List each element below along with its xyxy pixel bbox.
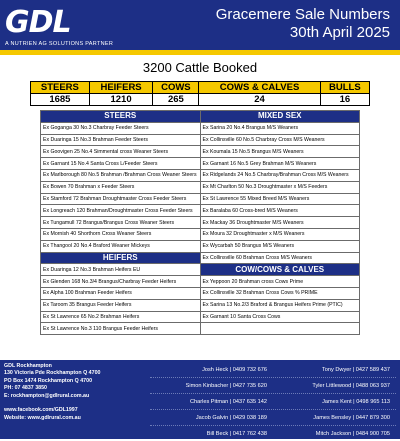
mixed-item: Ex Wycarbah 50 Brangus M/S Weaners (200, 240, 360, 252)
steers-item: Ex Goganga 30 No.3 Charbray Feeder Steers (41, 122, 201, 134)
table-row (41, 205, 360, 217)
table-row (41, 240, 360, 252)
mixed-item: Ex Baralaba 60 Cross-bred M/S Weaners (200, 205, 360, 217)
summary-header-row (31, 82, 370, 94)
sale-date: 30th April 2025 (289, 24, 390, 41)
mixed-item: Ex Sarina 20 No.4 Brangus M/S Weaners (200, 122, 360, 134)
mixed-item: Ex Mt Charlton 50 No.3 Droughtmaster x M/S Feeders (200, 181, 360, 193)
steers-item: Ex Garnant 15 No.4 Santa Cross L/Feeder Steers (41, 158, 201, 170)
table-row (41, 264, 360, 276)
office-email: E: rockhampton@gdlrural.com.au (4, 392, 90, 399)
heifers-item: Ex St Lawrence 65 No.2 Brahman Heifers (41, 311, 201, 323)
steers-item: Ex Duaringa 15 No.3 Brahman Feeder Steers (41, 134, 201, 146)
footer (0, 360, 400, 439)
summary-value-cows: 265 (153, 94, 199, 106)
mixed-item: Ex St Lawrence 55 Mixed Breed M/S Weaners (200, 193, 360, 205)
contact-spacer (4, 400, 100, 407)
summary-header-steers: STEERS (31, 82, 90, 94)
table-row (41, 276, 360, 288)
gdl-logo (5, 6, 155, 48)
agent-contact: Tyler Littlewood | 0488 063 937 (312, 382, 390, 389)
logo-wordmark: GDL (5, 5, 71, 40)
empty-cell (200, 323, 360, 335)
agent-row (150, 410, 396, 426)
cows-item: Ex Yeppoon 20 Brahman cross Cows Prime (200, 276, 360, 288)
summary-values-row (31, 94, 370, 106)
table-row (41, 323, 360, 335)
mixed-item: Ex Garnant 16 No.5 Grey Brahman M/S Weaners (200, 158, 360, 170)
steers-item: Ex Goovigen 25 No.4 Simmental cross Weaner Steers (41, 146, 201, 158)
steers-item: Ex Longreach 120 Brahman/Droughtmaster Cross Feeder Steers (41, 205, 201, 217)
consignment-table (40, 110, 360, 335)
section-mixed-sex: MIXED SEX (200, 111, 360, 123)
mixed-item: Ex Collinsville 60 No.5 Charbray Cross M/S Weaners (200, 134, 360, 146)
table-row (41, 252, 360, 264)
agent-row (150, 362, 396, 378)
table-row (41, 193, 360, 205)
table-row (41, 146, 360, 158)
table-row (41, 158, 360, 170)
header-divider (0, 50, 400, 55)
steers-item: Ex Thangool 20 No.4 Braford Weaner Mickeys (41, 240, 201, 252)
agent-row (150, 394, 396, 410)
agent-contact: Josh Heck | 0409 732 676 (202, 366, 267, 373)
table-row (41, 134, 360, 146)
table-row (41, 181, 360, 193)
section-header-row (41, 111, 360, 123)
facebook-link[interactable]: www.facebook.com/GDL1997 (4, 407, 78, 414)
summary-value-cows-calves: 24 (199, 94, 320, 106)
table-row (41, 122, 360, 134)
agent-row (150, 378, 396, 394)
heifers-item: Ex Alpha 100 Brahman Feeder Heifers (41, 287, 201, 299)
heifers-item: Ex Taroom 35 Brangus Feeder Heifers (41, 299, 201, 311)
agent-contact: James Bensley | 0447 879 300 (313, 414, 390, 421)
steers-item: Ex Bowen 70 Brahman x Feeder Steers (41, 181, 201, 193)
website-link[interactable]: Website: www.gdlrural.com.au (4, 414, 81, 421)
summary-header-cows: COWS (153, 82, 199, 94)
agent-contacts (150, 362, 396, 441)
agent-contact: Bill Beck | 0417 762 438 (206, 430, 267, 437)
summary-header-heifers: HEIFERS (89, 82, 153, 94)
agent-contact: Simon Kinbacher | 0427 735 620 (185, 382, 267, 389)
steers-item: Ex Marlborough 80 No.5 Brahman /Brahman Cross Weaner Steers (41, 169, 201, 181)
summary-value-bulls: 16 (320, 94, 369, 106)
steers-item: Ex Stamford 72 Brahman Droughtmaster Cross Feeder Steers (41, 193, 201, 205)
heifers-item: Ex St Lawrence No.3 110 Brangus Feeder Heifers (41, 323, 201, 335)
summary-header-cows-calves: COWS & CALVES (199, 82, 320, 94)
table-row (41, 169, 360, 181)
heifers-item: Ex Duaringa 12 No.3 Brahman Heifers EU (41, 264, 201, 276)
cows-item: Ex Garnant 10 Santa Cross Cows (200, 311, 360, 323)
mixed-item: Ex Collinsville 60 Brahman Cross M/S Weaners (200, 252, 360, 264)
cows-item: Ex Collinsville 32 Brahman Cross Cows % PRIME (200, 287, 360, 299)
table-row (41, 299, 360, 311)
logo-tagline: A NUTRIEN AG SOLUTIONS PARTNER (5, 41, 114, 47)
agent-contact: Jacob Galvin | 0429 038 189 (195, 414, 267, 421)
table-row (41, 287, 360, 299)
steers-item: Ex Mornish 40 Shorthorn Cross Weaner Steers (41, 228, 201, 240)
mixed-item: Ex Moura 32 Droughtmaster x M/S Weaners (200, 228, 360, 240)
sale-title: Gracemere Sale Numbers (215, 6, 390, 23)
mixed-item: Ex Mackay 36 Droughtmaster M/S Weaners (200, 217, 360, 229)
table-row (41, 311, 360, 323)
section-heifers: HEIFERS (41, 252, 201, 264)
table-row (41, 228, 360, 240)
summary-value-heifers: 1210 (89, 94, 153, 106)
office-street-address: 130 Victoria Pde Rockhampton Q 4700 (4, 370, 101, 377)
office-name: GDL Rockhampton (4, 363, 52, 369)
summary-value-steers: 1685 (31, 94, 90, 106)
office-po-box: PO Box 1474 Rockhampton Q 4700 (4, 377, 93, 384)
header-banner (0, 0, 400, 50)
steers-item: Ex Tungamull 72 Brangus/Brangus Cross Weaner Steers (41, 217, 201, 229)
agent-contact: James Kent | 0498 965 113 (322, 398, 390, 405)
agent-contact: Tony Dwyer | 0427 589 437 (322, 366, 390, 373)
mixed-item: Ex Ridgelands 24 No.5 Charbray/Brahman Cross M/S Weaners (200, 169, 360, 181)
summary-table (30, 81, 370, 106)
mixed-item: Ex Koumala 15 No.5 Brangus M/S Weaners (200, 146, 360, 158)
cattle-booked-heading: 3200 Cattle Booked (142, 60, 258, 75)
summary-header-bulls: BULLS (320, 82, 369, 94)
table-row (41, 217, 360, 229)
agent-contact: Mitch Jackson | 0484 900 705 (315, 430, 390, 437)
section-cow-cows-calves: COW/COWS & CALVES (200, 264, 360, 276)
heifers-item: Ex Glenden 168 No.3/4 Brangus/Charbray Feeder Heifers (41, 276, 201, 288)
cows-item: Ex Sarina 13 No.2/3 Braford & Brangus Heifers Prime (PTIC) (200, 299, 360, 311)
agent-contact: Charles Pitman | 0437 635 142 (189, 398, 267, 405)
section-steers: STEERS (41, 111, 201, 123)
office-phone: PH: 07 4837 3850 (4, 385, 47, 392)
office-contact (4, 363, 100, 422)
